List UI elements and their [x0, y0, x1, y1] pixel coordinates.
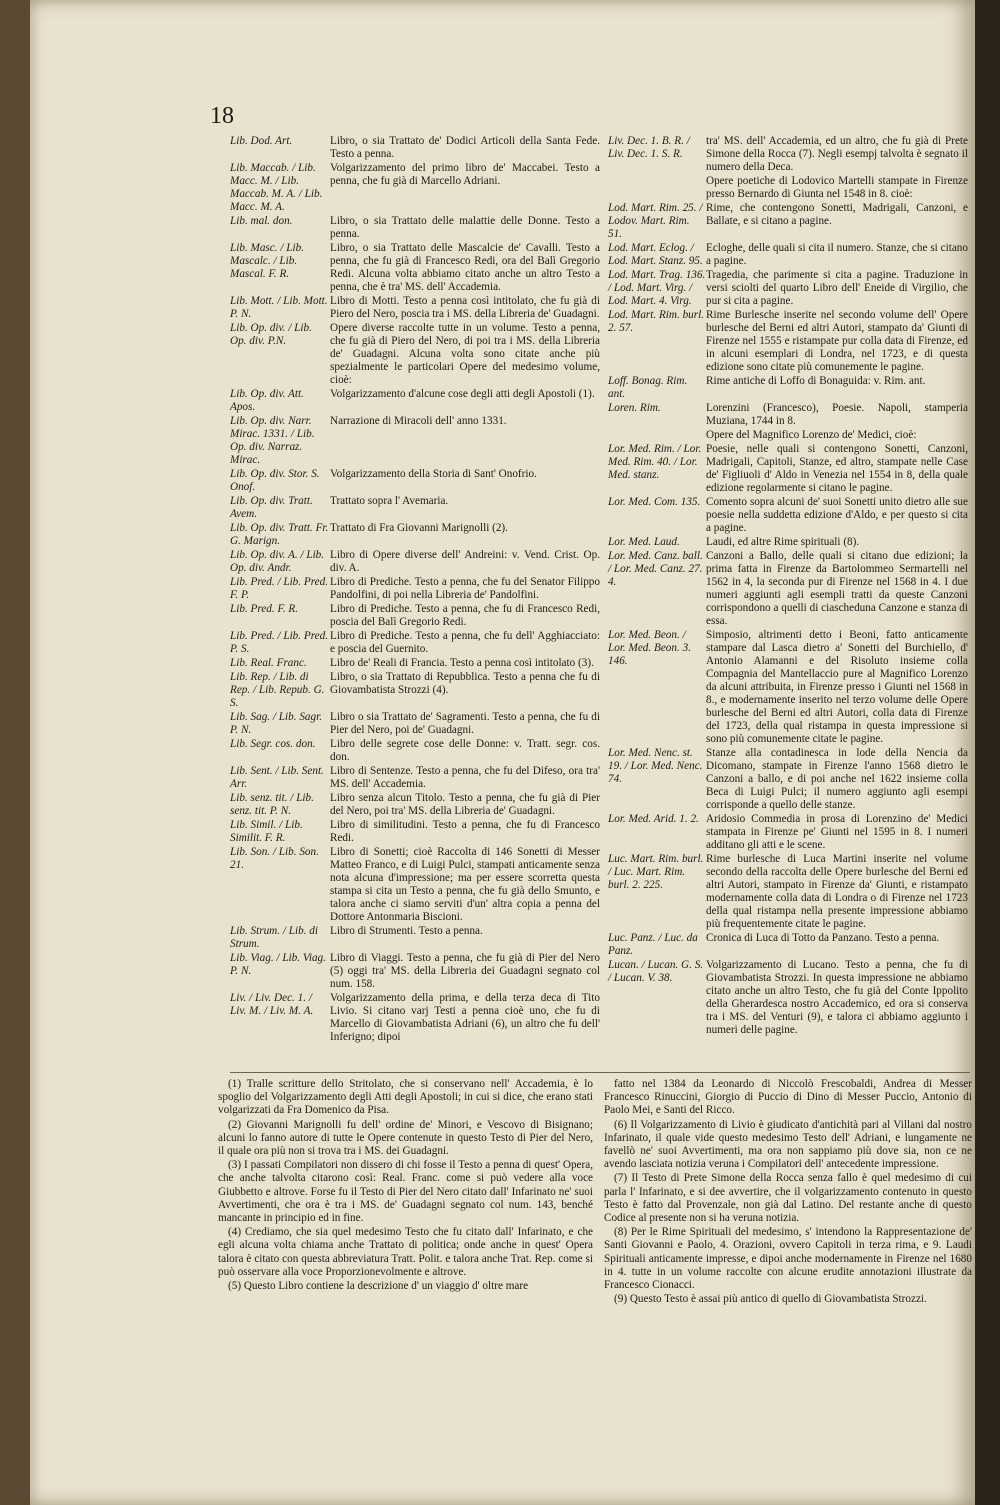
entry-abbreviation: Lib. Op. div. Narr. Mirac. 1331. / Lib. Op. div. Narraz. Mirac. [230, 415, 315, 466]
entry-abbreviation: Lib. Dod. Art. [230, 135, 293, 147]
entry-description: Libro di Prediche. Testo a penna, che fu di Francesco Redi, poscia del Balì Gregorio Redi. [330, 603, 600, 628]
entry-description: Rime antiche di Loffo di Bonaguida: v. Rim. ant. [706, 375, 926, 387]
entry-abbreviation: Lor. Med. Com. 135. [608, 496, 701, 508]
dictionary-entry [230, 738, 600, 764]
entry-description: Tragedia, che parimente si cita a pagine. Traduzione in versi sciolti del quarto Libro dell' Eneide di Virgilio, che pur si cita a pagine. [706, 269, 968, 307]
entry-abbreviation: Lucan. / Lucan. G. S. / Lucan. V. 38. [608, 959, 704, 984]
entry-description: Libro di Prediche. Testo a penna, che fu del Senator Filippo Pandolfini, di poi nella Libreria de' Pandolfini. [330, 576, 600, 601]
dictionary-entry [230, 322, 600, 387]
entry-description: Libro di Sonetti; cioè Raccolta di 146 Sonetti di Messer Matteo Franco, e di Luigi Pulci, stampati anticamente senza nota alcuna d'impressione; ma per essere scorretta questa stampa si cita un Testo a penna, che fu già dello Smunto, e talora anche ci siamo serviti d'un' altra copia a penna del Dottore Antonmaria Biscioni. [330, 846, 600, 923]
entry-abbreviation: Lib. Op. div. Tratt. Avem. [230, 495, 313, 520]
dictionary-entry [608, 959, 968, 1037]
dictionary-entry [608, 242, 968, 268]
entry-abbreviation: Lib. senz. tit. / Lib. senz. tit. P. N. [230, 792, 314, 817]
entry-abbreviation: Lib. Simil. / Lib. Similit. F. R. [230, 819, 303, 844]
footnote: (4) Crediamo, che sia quel medesimo Testo che fu citato dall' Infarinato, e che egli alcuna volta chiama anche Trattato di politica; onde anche in quest' Opera talora è citato con questa abbreviatura Tratt. Polit. e talora anche Trat. Rep. come si può osservare alla voce Proporzionevolmente e altrove. [218, 1226, 593, 1278]
entry-abbreviation: Liv. Dec. 1. B. R. / Liv. Dec. 1. S. R. [608, 135, 690, 160]
entry-description: Opere poetiche di Lodovico Martelli stampate in Firenze presso Bernardo di Giunta nel 1548 in 8. cioè: [706, 175, 968, 200]
entry-description: Volgarizzamento del primo libro de' Maccabei. Testo a penna, che fu già di Marcello Adriani. [330, 162, 600, 187]
entry-description: tra' MS. dell' Accademia, ed un altro, che fu già di Prete Simone della Rocca (7). Negli esempj talvolta è segnato il numero della Deca. [706, 135, 968, 173]
footnote: (9) Questo Testo è assai più antico di quello di Giovambatista Strozzi. [614, 1293, 927, 1306]
dictionary-entry [230, 162, 600, 214]
dictionary-entry [230, 549, 600, 575]
footnote-divider [230, 1072, 970, 1073]
entry-description: Libro, o sia Trattato delle Mascalcie de' Cavalli. Testo a penna, che fu già di Francesco Redi, ora del Balì Gregorio Redi. Alcuna volta abbiamo citato anche un altro Testo a penna, che è tra' MS. dell' Accademia. [330, 242, 600, 293]
entry-abbreviation: Lib. Real. Franc. [230, 657, 307, 669]
footnote: (3) I passati Compilatori non dissero di chi fosse il Testo a penna di quest' Opera, che anche talvolta citarono così: Real. Franc. come si può vedere alla voce Giubbetto e altrove. Forse fu il Testo di Pier del Nero citato dall' Infarinato ne' suoi Avvertimenti, che ora è tra i MS. de' Guadagni segnato col num. 143, benché mancante in principio ed in fine. [218, 1159, 593, 1225]
entry-abbreviation: Lor. Med. Rim. / Lor. Med. Rim. 40. / Lor. Med. stanz. [608, 443, 702, 481]
entry-abbreviation: Lor. Med. Canz. ball. / Lor. Med. Canz. 27. 4. [608, 550, 703, 588]
dictionary-entry [230, 495, 600, 521]
entry-description: Volgarizzamento d'alcune cose degli atti degli Apostoli (1). [330, 388, 595, 400]
entry-abbreviation [608, 175, 706, 201]
entry-description: Cronica di Luca di Totto da Panzano. Testo a penna. [706, 932, 940, 944]
entry-description: Rime Burlesche inserite nel secondo volume dell' Opere burlesche del Berni ed altri Autori, stampato da' Giunti di Firenze nel 1555 e ristampate pur colla data di Firenze, ed in alcuni esemplari di Londra, nel 1723, e di questa edizione sono citate più comunemente le pagine. [706, 309, 968, 373]
entry-abbreviation: Lib. Rep. / Lib. di Rep. / Lib. Repub. G. S. [230, 671, 325, 709]
dictionary-entry [230, 657, 600, 670]
dictionary-entry [230, 388, 600, 414]
dictionary-entry [608, 269, 968, 308]
entry-description: Libro di Viaggi. Testo a penna, che fu già di Pier del Nero (5) oggi tra' MS. della Libreria dei Guadagni segnato col num. 158. [330, 952, 600, 990]
entry-abbreviation: Luc. Panz. / Luc. da Panz. [608, 932, 698, 957]
dictionary-entry [230, 135, 600, 161]
dictionary-entry [230, 468, 600, 494]
dictionary-entry [608, 175, 968, 201]
dictionary-entry [230, 819, 600, 845]
left-entry-column [230, 135, 600, 1045]
entry-description: Canzoni a Ballo, delle quali si citano due edizioni; la prima fatta in Firenze da Bartolommeo Sermartelli nel 1562 in 4, la seconda pur di Firenze nel 1568 in 4. I due numeri aggiunti agli esempli tratti da queste Canzoni corrispondono a quelli di ciascheduna Canzone e stanza di essa. [706, 550, 968, 627]
entry-description: Lorenzini (Francesco), Poesie. Napoli, stamperia Muziana, 1744 in 8. [706, 402, 968, 427]
entry-abbreviation: Liv. / Liv. Dec. 1. / Liv. M. / Liv. M. A. [230, 992, 314, 1017]
entry-abbreviation: Lod. Mart. Eclog. / Lod. Mart. Stanz. 95. [608, 242, 703, 267]
entry-description: Trattato di Fra Giovanni Marignolli (2). [330, 522, 508, 534]
entry-abbreviation: Lor. Med. Laud. [608, 536, 680, 548]
entry-abbreviation: Lod. Mart. Rim. burl. 2. 57. [608, 309, 705, 334]
entry-description: Volgarizzamento della prima, e della terza deca di Tito Livio. Si citano varj Testi a penna cioè uno, che fu di Marcello di Giovambatista Adriani (6), un altro che fu dell' Inferigno; dipoi [330, 992, 600, 1043]
entry-description: Poesie, nelle quali si contengono Sonetti, Canzoni, Madrigali, Capitoli, Stanze, ed altro, stampate nelle Case de' Figliuoli d' Aldo in Venezia nel 1554 in 8, della quale edizione regolarmente si citano le pagine. [706, 443, 968, 494]
entry-abbreviation: Lib. Strum. / Lib. di Strum. [230, 925, 318, 950]
entry-description: Libro, o sia Trattato de' Dodici Articoli della Santa Fede. Testo a penna. [330, 135, 600, 160]
dictionary-entry [230, 295, 600, 321]
page-number: 18 [210, 103, 234, 129]
entry-description: Libro di similitudini. Testo a penna, che fu di Francesco Redi. [330, 819, 600, 844]
page-edge [975, 0, 1000, 1505]
dictionary-entry [608, 202, 968, 241]
entry-description: Narrazione di Miracoli dell' anno 1331. [330, 415, 507, 427]
dictionary-entry [608, 550, 968, 628]
dictionary-entry [230, 711, 600, 737]
dictionary-entry [230, 792, 600, 818]
dictionary-entry [608, 853, 968, 931]
entry-abbreviation: Lib. mal. don. [230, 215, 293, 227]
dictionary-entry [230, 522, 600, 548]
entry-description: Libro o sia Trattato de' Sagramenti. Testo a penna, che fu di Pier del Nero, poi de' Guadagni. [330, 711, 600, 736]
dictionary-entry [230, 765, 600, 791]
footnote: (2) Giovanni Marignolli fu dell' ordine de' Minori, e Vescovo di Bisignano; alcuni lo fanno autore di tutte le Opere contenute in questo Testo di Pier del Nero, il quale ora più non si trova tra i MS. dei Guadagni. [218, 1118, 593, 1158]
entry-description: Libro, o sia Trattato delle malattie delle Donne. Testo a penna. [330, 215, 600, 240]
dictionary-entry [608, 135, 968, 174]
dictionary-entry [230, 952, 600, 991]
entry-abbreviation: Lib. Op. div. Att. Apos. [230, 388, 304, 413]
entry-description: Opere del Magnifico Lorenzo de' Medici, cioè: [706, 429, 917, 441]
footnote: (8) Per le Rime Spirituali del medesimo, s' intendono la Rappresentazione de' Santi Giovanni e Paolo, 4. Orazioni, ovvero Capitoli in terza rima, e 9. Laudi Spirituali anticamente impresse, e dipoi anche modernamente in Firenze nel 1680 in 4. tutte in un volume raccolte con alcune erudite annotazioni illustrate da Francesco Cionacci. [604, 1226, 972, 1292]
dictionary-entry [230, 603, 600, 629]
footnotes-left [218, 1078, 593, 1294]
footnote: (5) Questo Libro contiene la descrizione d' un viaggio d' oltre mare [228, 1280, 529, 1293]
entry-abbreviation: Lib. Pred. / Lib. Pred. F. P. [230, 576, 328, 601]
dictionary-entry [230, 215, 600, 241]
entry-description: Trattato sopra l' Avemaria. [330, 495, 449, 507]
entry-description: Stanze alla contadinesca in lode della Nencia da Dicomano, stampate in Firenze l'anno 1568 dietro le Canzoni a ballo, e di poi anche nel 1622 insieme colla Beca di Luigi Pulci; il numero aggiunto agli esempi corrisponde a quello delle stanze. [706, 747, 968, 811]
dictionary-entry [608, 429, 968, 442]
entry-abbreviation: Lib. Pred. F. R. [230, 603, 299, 615]
dictionary-entry [230, 576, 600, 602]
entry-abbreviation: Lib. Sent. / Lib. Sent. Arr. [230, 765, 324, 790]
dictionary-entry [608, 536, 968, 549]
dictionary-entry [608, 496, 968, 535]
entry-abbreviation: Lod. Mart. Trag. 136. / Lod. Mart. Virg. / Lod. Mart. 4. Virg. [608, 269, 706, 307]
entry-description: Opere diverse raccolte tutte in un volume. Testo a penna, che fu già di Piero del Nero, di poi tra i MS. della Libreria de' Guadagni. Alcuna volta sono citate anche più spezialmente le particolari Opere del medesimo volume, cioè: [330, 322, 600, 386]
entry-description: Rime burlesche di Luca Martini inserite nel volume secondo della raccolta delle Opere burlesche del Berni ed altri Autori, stampato in Firenze da' Giunti, e ristampato modernamente colla data di Londra o di Firenze nel 1723 della qual ristampa nella presente impressione abbiamo più frequentemente citate le pagine. [706, 853, 968, 930]
dictionary-entry [230, 992, 600, 1044]
entry-abbreviation: Lib. Op. div. / Lib. Op. div. P.N. [230, 322, 312, 347]
right-entry-column [608, 135, 968, 1038]
dictionary-entry [608, 309, 968, 374]
entry-abbreviation: Lod. Mart. Rim. 25. / Lodov. Mart. Rim. 51. [608, 202, 703, 240]
dictionary-entry [608, 629, 968, 746]
dictionary-entry [608, 747, 968, 812]
entry-abbreviation: Lib. Viag. / Lib. Viag. P. N. [230, 952, 326, 977]
entry-description: Libro de' Reali di Francia. Testo a penna così intitolato (3). [330, 657, 594, 669]
entry-description: Aridosio Commedia in prosa di Lorenzino de' Medici stampata in Firenze pe' Giunti nel 1595 in 8. I numeri additano gli atti e le scene. [706, 813, 968, 851]
entry-description: Comento sopra alcuni de' suoi Sonetti unito dietro alle sue poesie nella suddetta edizione d'Aldo, e per questo si cita a pagine. [706, 496, 968, 534]
entry-description: Libro di Prediche. Testo a penna, che fu dell' Agghiacciato: e poscia del Guernito. [330, 630, 600, 655]
entry-description: Libro, o sia Trattato di Repubblica. Testo a penna che fu di Giovambatista Strozzi (4). [330, 671, 600, 696]
entry-abbreviation: Lib. Segr. cos. don. [230, 738, 316, 750]
dictionary-entry [230, 415, 600, 467]
entry-abbreviation: Luc. Mart. Rim. burl. / Luc. Mart. Rim. burl. 2. 225. [608, 853, 704, 891]
entry-description: Libro delle segrete cose delle Donne: v. Tratt. segr. cos. don. [330, 738, 600, 763]
entry-description: Simposio, altrimenti detto i Beoni, fatto anticamente stampare dal Lasca dietro a' Sonetti del Burchiello, d' Antonio Alamanni e del Risoluto insieme colla Compagnia del Mantellaccio pure al Magnifico Lorenzo da alcuni attribuita, in Firenze presso i Giunti nel 1568 in 8., e modernamente inserito nel terzo volume delle Opere burlesche del Berni ed altri Autori, colla data di Firenze del 1723, della qual ristampa in questa impressione si sono più comunemente citate le pagine. [706, 629, 968, 745]
entry-abbreviation: Lib. Mott. / Lib. Mott. P. N. [230, 295, 328, 320]
book-gutter [0, 0, 30, 1505]
entry-description: Laudi, ed altre Rime spirituali (8). [706, 536, 860, 548]
dictionary-entry [230, 925, 600, 951]
entry-abbreviation: Lor. Med. Nenc. st. 19. / Lor. Med. Nenc. 74. [608, 747, 703, 785]
entry-abbreviation: Lib. Op. div. A. / Lib. Op. div. Andr. [230, 549, 325, 574]
dictionary-entry [230, 846, 600, 924]
entry-abbreviation: Lor. Med. Arid. 1. 2. [608, 813, 699, 825]
footnotes-right [604, 1078, 972, 1307]
entry-description: Libro di Sentenze. Testo a penna, che fu del Difeso, ora tra' MS. dell' Accademia. [330, 765, 600, 790]
entry-abbreviation: Lor. Med. Beon. / Lor. Med. Beon. 3. 146. [608, 629, 691, 667]
entry-abbreviation: Loff. Bonag. Rim. ant. [608, 375, 688, 400]
dictionary-entry [608, 375, 968, 401]
entry-description: Volgarizzamento di Lucano. Testo a penna, che fu di Giovambatista Strozzi. In questa impressione ne abbiamo citato anche un altro Testo, che fu già del Conte Ippolito della Gherardesca nostro Accademico, ed ora si conserva tra i MS. del Venturi (9), e talora ci abbiamo aggiunto i numeri delle pagine. [706, 959, 968, 1036]
entry-abbreviation: Lib. Pred. / Lib. Pred. P. S. [230, 630, 328, 655]
dictionary-entry [230, 671, 600, 710]
dictionary-entry [608, 402, 968, 428]
dictionary-entry [608, 813, 968, 852]
entry-description: Libro senza alcun Titolo. Testo a penna, che fu già di Pier del Nero, poi tra' MS. della Libreria de' Guadagni. [330, 792, 600, 817]
footnote: (7) Il Testo di Prete Simone della Rocca senza fallo è quel medesimo di cui parla l' Infarinato, e si dee avvertire, che il volgarizzamento contenuto in questo Testo è fatto dal Provenzale, non già dal Latino. Del restante anche di questo Codice al presente non si ha veruna notizia. [604, 1172, 972, 1225]
entry-description: Libro di Motti. Testo a penna così intitolato, che fu già di Piero del Nero, poscia tra i MS. della Libreria de' Guadagni. [330, 295, 600, 320]
footnote: (6) Il Volgarizzamento di Livio è giudicato d'antichità pari al Villani dal nostro Infarinato, il quale vide questo medesimo Testo dell' Adriani, e lungamente ne favellò ne' suoi Avvertimenti, ma ora non sappiamo più dove sia, non ce ne avendo lasciata notizia veruna i Compilatori dell' antecedente impressione. [604, 1118, 972, 1171]
entry-abbreviation [608, 429, 706, 442]
dictionary-entry [230, 242, 600, 294]
entry-description: Libro di Opere diverse dell' Andreini: v. Vend. Crist. Op. div. A. [330, 549, 600, 574]
entry-abbreviation: Lib. Son. / Lib. Son. 21. [230, 846, 319, 871]
entry-abbreviation: Loren. Rim. [608, 402, 661, 414]
entry-description: Rime, che contengono Sonetti, Madrigali, Canzoni, e Ballate, e si citano a pagine. [706, 202, 968, 227]
dictionary-entry [608, 932, 968, 958]
entry-abbreviation: Lib. Sag. / Lib. Sagr. P. N. [230, 711, 323, 736]
entry-abbreviation: Lib. Masc. / Lib. Mascalc. / Lib. Mascal. F. R. [230, 242, 304, 280]
entry-description: Libro di Strumenti. Testo a penna. [330, 925, 483, 937]
entry-abbreviation: Lib. Op. div. Stor. S. Onof. [230, 468, 320, 493]
entry-description: Volgarizzamento della Storia di Sant' Onofrio. [330, 468, 537, 480]
footnote: fatto nel 1384 da Leonardo di Niccolò Frescobaldi, Andrea di Messer Francesco Rinuccini, Giorgio di Puccio di Dino di Messer Puccio, Antonio di Paolo Mei, e Santi del Ricco. [604, 1078, 972, 1117]
entry-abbreviation: Lib. Maccab. / Lib. Macc. M. / Lib. Maccab. M. A. / Lib. Macc. M. A. [230, 162, 323, 213]
dictionary-entry [608, 443, 968, 495]
entry-description: Ecloghe, delle quali si cita il numero. Stanze, che si citano a pagine. [706, 242, 968, 267]
dictionary-entry [230, 630, 600, 656]
footnote: (1) Tralle scritture dello Stritolato, che si conservano nell' Accademia, è lo spoglio del Volgarizzamento degli Atti degli Apostoli; in cui si dice, che erano stati volgarizzati da Fra Domenico da Pisa. [218, 1078, 593, 1117]
entry-abbreviation: Lib. Op. div. Tratt. Fr. G. Marign. [230, 522, 329, 547]
